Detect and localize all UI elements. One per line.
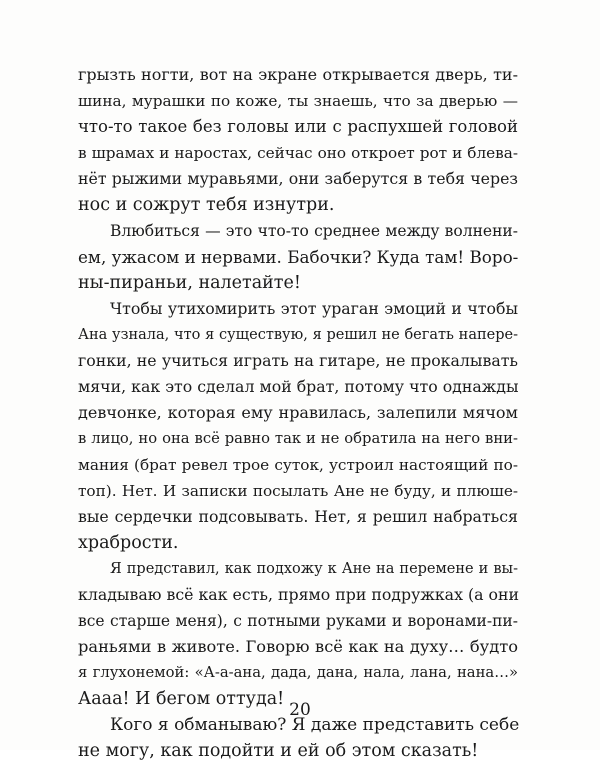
body-text [78, 62, 518, 764]
text-line: Влюбиться — это что-то среднее между волнени- [110, 222, 518, 240]
text-line: раньями в животе. Говорю всё как на духу… будто [78, 637, 518, 656]
text-line: Чтобы утихомирить этот ураган эмоций и чтобы [110, 299, 518, 318]
text-line: кладываю всё как есть, прямо при подружках (а они [78, 585, 519, 604]
text-line: Ана узнала, что я существую, я решил не бегать напере- [78, 327, 518, 343]
text-line: нёт рыжими муравьями, они заберутся в тебя через [78, 169, 518, 188]
text-line: я глухонемой: «А-а-ана, дада, дана, нала, лана, нана…» [78, 664, 518, 681]
text-line: ем, ужасом и нервами. Бабочки? Куда там! Воро- [78, 247, 519, 267]
text-line: Кого я обманываю? Я даже представить себе [110, 715, 520, 735]
text-line: мания (брат ревел трое суток, устроил настоящий по- [78, 456, 518, 474]
text-line: шина, мурашки по коже, ты знаешь, что за дверью — [78, 92, 518, 110]
text-line: не могу, как подойти и ей об этом сказать! [78, 741, 479, 761]
text-line: топ). Нет. И записки посылать Ане не буду, и плюше- [78, 482, 518, 500]
text-line: в лицо, но она всё равно так и не обратила на него вни- [78, 430, 518, 447]
text-line: храбрости. [78, 533, 179, 553]
text-line: ны-пираньи, налетайте! [78, 273, 301, 293]
text-line: все старше меня), с потными руками и воронами-пи- [78, 612, 518, 630]
text-line: Я представил, как подхожу к Ане на перемене и вы- [110, 561, 518, 577]
text-line: грызть ногти, вот на экране открывается дверь, ти- [78, 65, 518, 84]
text-line: Аааа! И бегом оттуда! [78, 689, 285, 709]
page-number: 20 [289, 700, 311, 720]
text-line: нос и сожрут тебя изнутри. [78, 195, 335, 215]
text-line: в шрамах и наростах, сейчас оно откроет рот и блева- [78, 144, 518, 162]
text-line: мячи, как это сделал мой брат, потому что однажды [78, 377, 519, 396]
text-line: девчонке, которая ему нравилась, залепили мячом [78, 403, 518, 422]
text-line: вые сердечки подсовывать. Нет, я решил набраться [78, 507, 518, 526]
text-line: гонки, не учиться играть на гитаре, не прокалывать [78, 351, 518, 370]
text-line: что-то такое без головы или с распухшей головой [78, 117, 518, 136]
